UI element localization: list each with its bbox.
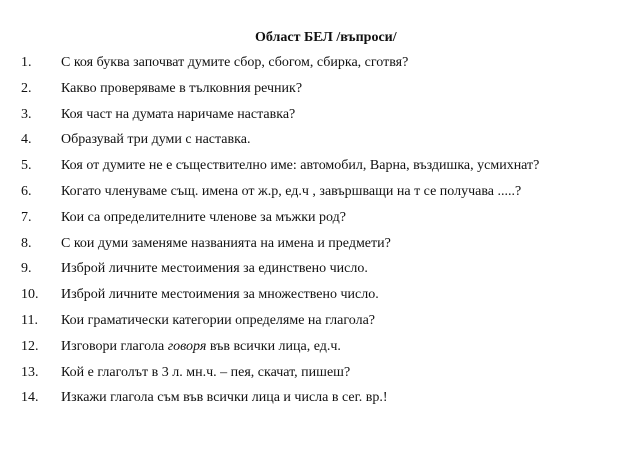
question-number: 1. — [21, 55, 32, 70]
question-text-after: във всички лица, ед.ч. — [206, 338, 341, 354]
question-number: 6. — [21, 183, 32, 199]
question-text: Какво проверяваме в тълковния речник? — [61, 80, 303, 96]
question-text: Кой е глаголът в 3 л. мн.ч. – пея, скачат, пишеш? — [61, 364, 351, 380]
question-emphasis: говоря — [167, 338, 207, 354]
question-number: 10. — [21, 287, 39, 303]
question-text-before: Изговори глагола — [61, 338, 168, 354]
question-text: Изкажи глагола съм във всички лица и числа в сег. вр.! — [61, 390, 388, 406]
question-number: 5. — [21, 158, 32, 174]
question-text: Когато членуваме същ. имена от ж.р, ед.ч , завършващи на т се получава .....? — [61, 183, 522, 199]
question-text: Изброй личните местоимения за единствено число. — [61, 261, 368, 277]
question-number: 4. — [21, 132, 32, 148]
question-text: Изброй личните местоимения за множествено число. — [61, 287, 379, 303]
question-text: Кои са определителните членове за мъжки род? — [61, 209, 346, 225]
question-text — [61, 334, 341, 360]
question-text: Образувай три думи с наставка. — [61, 132, 251, 148]
document-title: Област БЕЛ /въпроси/ — [255, 30, 397, 45]
question-number: 8. — [21, 235, 32, 251]
question-number: 14. — [21, 390, 39, 406]
question-number: 3. — [21, 106, 32, 122]
question-text: Коя от думите не е съществително име: автомобил, Варна, въздишка, усмихнат? — [61, 158, 540, 174]
question-text: С кои думи заменяме названията на имена и предмети? — [61, 235, 391, 251]
question-text: Коя част на думата наричаме наставка? — [61, 106, 296, 122]
question-text: Кои граматически категории определяме на глагола? — [61, 312, 375, 328]
question-number: 13. — [21, 364, 39, 380]
question-number: 9. — [21, 261, 32, 277]
question-number: 2. — [21, 80, 32, 96]
question-number: 12. — [21, 338, 39, 354]
question-text: С коя буква започват думите сбор, сбогом, сбирка, сготвя? — [61, 55, 409, 70]
question-number: 7. — [21, 209, 32, 225]
question-number: 11. — [21, 312, 38, 328]
